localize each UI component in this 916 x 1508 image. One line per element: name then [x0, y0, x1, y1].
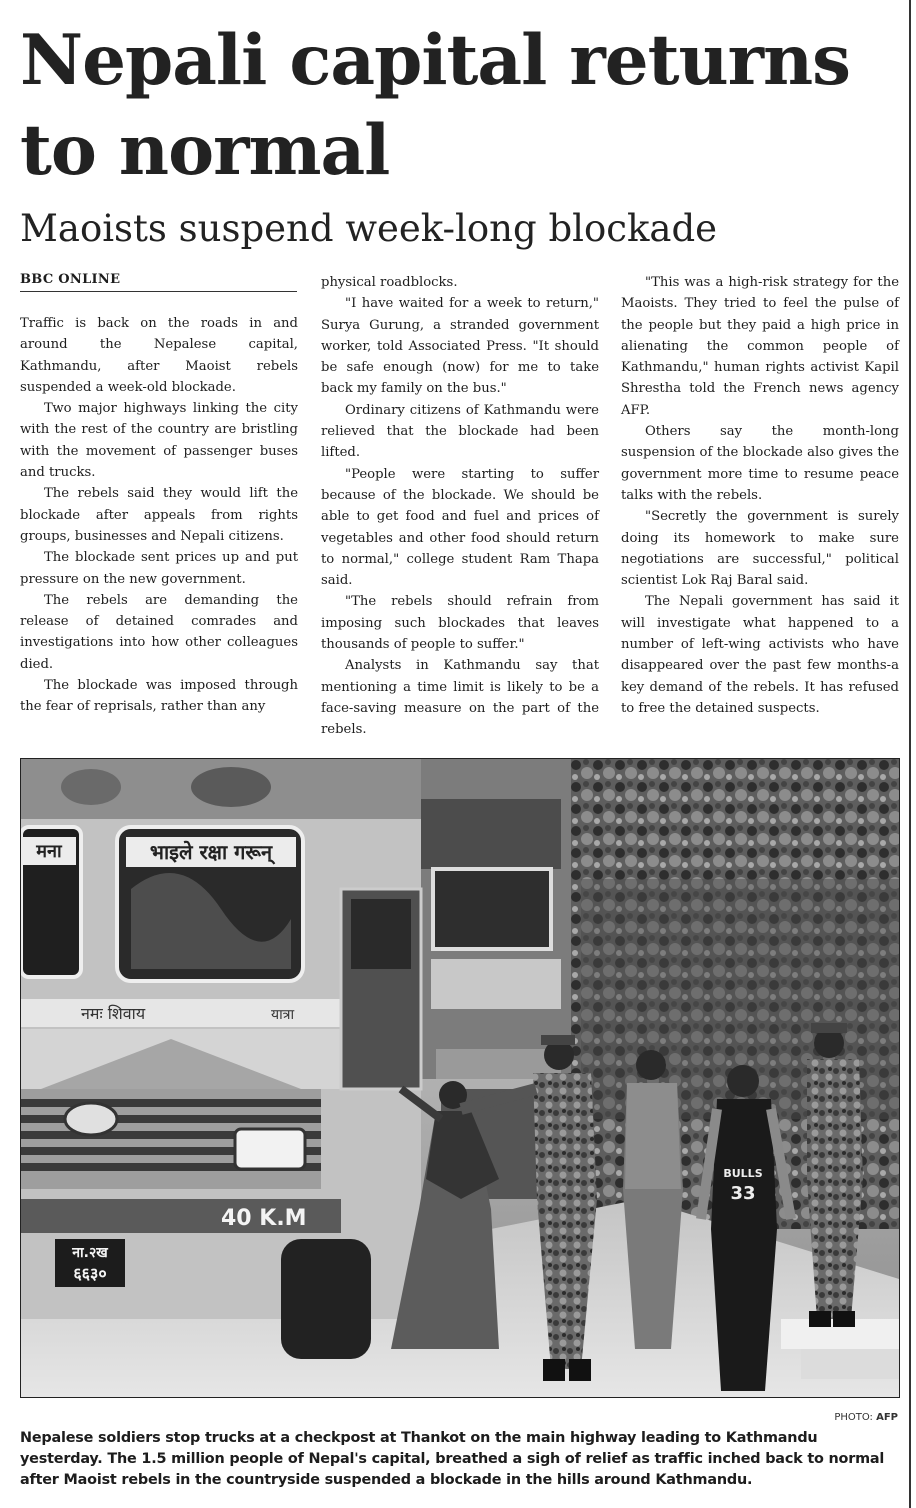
paragraph: "I have waited for a week to return," Surya Gurung, a stranded government worker, told Associated Press. "It should be safe enough (now) for me to take back my family on the bus." — [321, 296, 599, 397]
paragraph: Analysts in Kathmandu say that mentioning a time limit is likely to be a face-saving measure on the part of the rebels. — [321, 658, 599, 738]
paragraph: Ordinary citizens of Kathmandu were relieved that the blockade had been lifted. — [321, 402, 599, 461]
jersey-number: 33 — [730, 1183, 756, 1204]
photo-credit-label: PHOTO: — [834, 1412, 873, 1423]
license-plate-line-2: ६६३० — [73, 1264, 107, 1283]
column-3 — [621, 272, 899, 719]
young-man-figure — [623, 1050, 683, 1349]
paragraph: The rebels are demanding the release of detained comrades and investigations into how other colleagues died. — [20, 592, 298, 672]
photo-credit-source: AFP — [876, 1412, 898, 1423]
paragraph: Traffic is back on the roads in and around the Nepalese capital, Kathmandu, after Maoist rebels suspended a week-old blockade. — [20, 316, 298, 395]
paragraph: The rebels said they would lift the blockade after appeals from rights groups, businesses and Nepali citizens. — [20, 486, 298, 544]
jersey-text: BULLS — [723, 1167, 763, 1180]
subheadline: Maoists suspend week-long blockade — [20, 207, 718, 250]
photo-credit — [700, 1412, 898, 1423]
photo-caption: Nepalese soldiers stop trucks at a checkpost at Thankot on the main highway leading to Kathmandu yesterday. The 1.5 million people of Nepal's capital, breathed a sigh of relief as traffic inched back to normal after Maoist rebels in the countryside suspended a blockade in the hills around Kathmandu. — [20, 1430, 885, 1488]
column-2 — [321, 272, 599, 741]
column-1 — [20, 313, 298, 718]
headline: Nepali capital returns to normal — [20, 20, 851, 191]
truck-band-text-right: यात्रा — [271, 1007, 295, 1023]
truck-windshield-sign-left: मना — [36, 841, 62, 862]
paragraph: Others say the month-long suspension of the blockade also gives the government more time to resume peace talks with the rebels. — [621, 424, 899, 503]
truck-windshield-sign: भाइले रक्षा गरून् — [149, 840, 273, 864]
paragraph: Two major highways linking the city with the rest of the country are bristling with the movement of passenger buses and trucks. — [20, 401, 298, 481]
paragraph: physical roadblocks. — [321, 275, 458, 290]
page-edge-rule — [909, 0, 911, 1508]
paragraph: "Secretly the government is surely doing its homework to make sure negotiations are successful," political scientist Lok Raj Baral said. — [621, 509, 899, 589]
paragraph: The blockade was imposed through the fear of reprisals, rather than any — [20, 678, 298, 715]
byline: BBC ONLINE — [20, 272, 297, 292]
paragraph: The Nepali government has said it will investigate what happened to a number of left-wing activists who have disappeared over the past few months-a key demand of the rebels. It has refused to free the detained suspects. — [621, 594, 899, 716]
paragraph: "The rebels should refrain from imposing such blockades that leaves thousands of people to suffer." — [321, 594, 599, 653]
paragraph: "People were starting to suffer because of the blockade. We should be able to get food and fuel and prices of vegetables and other food should return to normal," college student Ram Thapa said. — [321, 466, 599, 589]
license-plate-line-1: ना.२ख — [72, 1245, 108, 1261]
truck-band-text: नमः शिवाय — [81, 1004, 146, 1023]
paragraph: "This was a high-risk strategy for the Maoists. They tried to feel the pulse of the people but they paid a high price in alienating the common people of Kathmandu," human rights activist Kapil Shrestha told the French news agency AFP. — [621, 275, 899, 418]
paragraph: The blockade sent prices up and put pressure on the new government. — [20, 550, 298, 587]
news-photo — [20, 758, 900, 1398]
truck-bumper-text: 40 K.M — [221, 1206, 307, 1231]
